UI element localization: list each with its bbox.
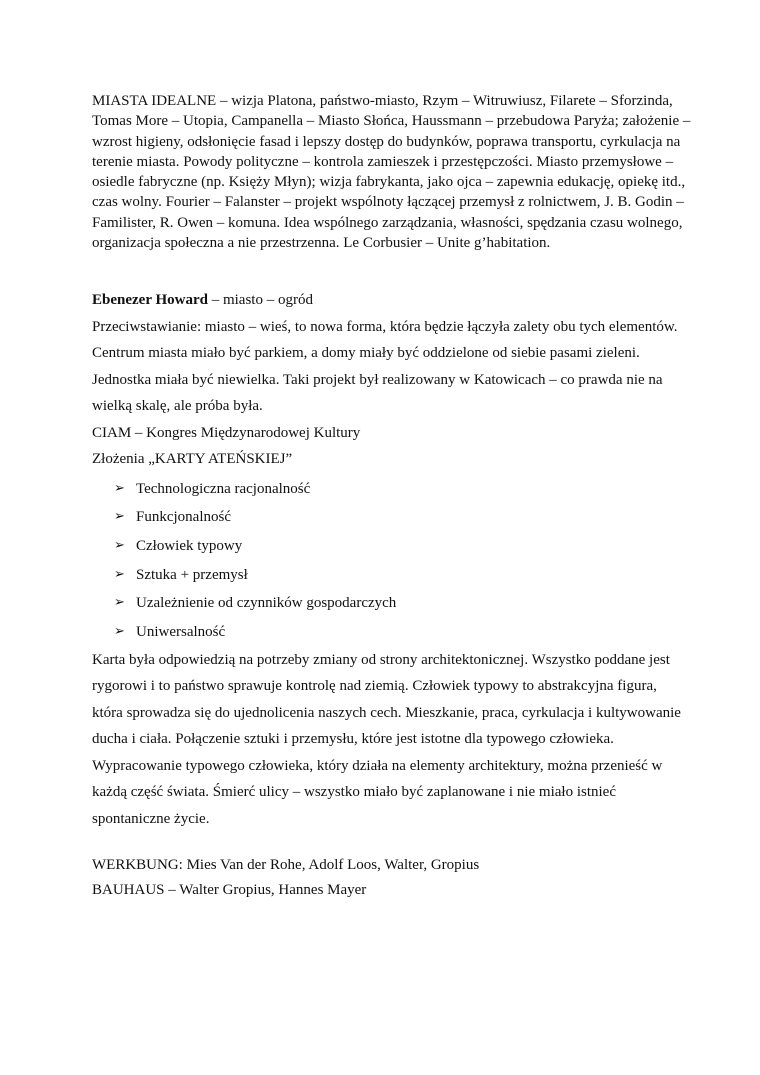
- ciam-line: CIAM – Kongres Międzynarodowej Kultury: [92, 424, 361, 441]
- werkbund-line: WERKBUNG: Mies Van der Rohe, Adolf Loos, Walter, Gropius: [92, 857, 480, 873]
- list-item-text: Uniwersalność: [136, 624, 226, 641]
- howard-name: Ebenezer Howard: [92, 292, 208, 308]
- karta-bullet-list: [92, 475, 682, 647]
- intro-paragraph: MIASTA IDEALNE – wizja Platona, państwo-miasto, Rzym – Witruwiusz, Filarete – Sforzinda, Tomas More – Utopia, Campanella – Miasto Słońca, Haussmann – przebudowa Paryża; założenie – wzrost higieny, odsłonięcie fasad i lepszy dostęp do budynków, poprawa transportu, cyrkulacja na terenie miasta. Powody polityczne – kontrola zamieszek i przestępczości. Miasto przemysłowe – osiedle fabryczne (np. Księży Młyn); wizja fabrykanta, jako ojca – zapewnia edukację, opiekę itd., czas wolny. Fourier – Falanster – projekt wspólnoty łączącej przemysł z rolnictwem, J. B. Godin – Familister, R. Owen – komuna. Idea wspólnego zarządzania, własności, spędzania czasu wolnego, organizacja społeczna a nie przestrzenna. Le Corbusier – Unite g’habitation.: [92, 93, 691, 252]
- howard-suffix: – miasto – ogród: [207, 292, 313, 308]
- arrow-bullet-icon: ➢: [114, 566, 125, 582]
- list-item-text: Funkcjonalność: [136, 509, 231, 526]
- list-item: [114, 561, 682, 590]
- arrow-bullet-icon: ➢: [114, 537, 125, 553]
- howard-paragraph: Przeciwstawianie: miasto – wieś, to nowa forma, która będzie łączyła zalety obu tych elementów. Centrum miasta miało być parkiem, a domy miały być oddzielone od siebie pasami zieleni. Jednostka miała być niewielka. Taki projekt był realizowany w Katowicach – co prawda nie na wielką skalę, ale próba była.: [92, 318, 678, 414]
- arrow-bullet-icon: ➢: [114, 509, 125, 525]
- footer-lines: [92, 853, 692, 903]
- arrow-bullet-icon: ➢: [114, 595, 125, 611]
- list-item-text: Uzależnienie od czynników gospodarczych: [136, 595, 397, 612]
- list-item-text: Człowiek typowy: [136, 537, 243, 554]
- bauhaus-line: BAUHAUS – Walter Gropius, Hannes Mayer: [92, 882, 367, 898]
- karta-heading: Złożenia „KARTY ATEŃSKIEJ”: [92, 451, 293, 467]
- karta-paragraph: Karta była odpowiedzią na potrzeby zmiany od strony architektonicznej. Wszystko poddane jest rygorowi i to państwo sprawuje kontrolę nad ziemią. Człowiek typowy to abstrakcyjna figura, która sprowadza się do ujednolicenia naszych cech. Mieszkanie, praca, cyrkulacja i kultywowanie ducha i ciała. Połączenie sztuki i przemysłu, które jest istotne dla typowego człowieka. Wypracowanie typowego człowieka, który działa na elementy architektury, można przenieść w każdą część świata. Śmierć ulicy – wszystko miało być zaplanowane i nie miało istnieć spontaniczne życie.: [92, 651, 681, 827]
- howard-section: [92, 287, 682, 832]
- arrow-bullet-icon: ➢: [114, 624, 125, 640]
- list-item: [114, 618, 682, 647]
- howard-heading: [92, 287, 682, 314]
- arrow-bullet-icon: ➢: [114, 480, 125, 496]
- list-item: [114, 589, 682, 618]
- list-item: [114, 503, 682, 532]
- list-item: [114, 475, 682, 504]
- list-item-text: Technologiczna racjonalność: [136, 480, 311, 497]
- list-item-text: Sztuka + przemysł: [136, 566, 248, 583]
- list-item: [114, 532, 682, 561]
